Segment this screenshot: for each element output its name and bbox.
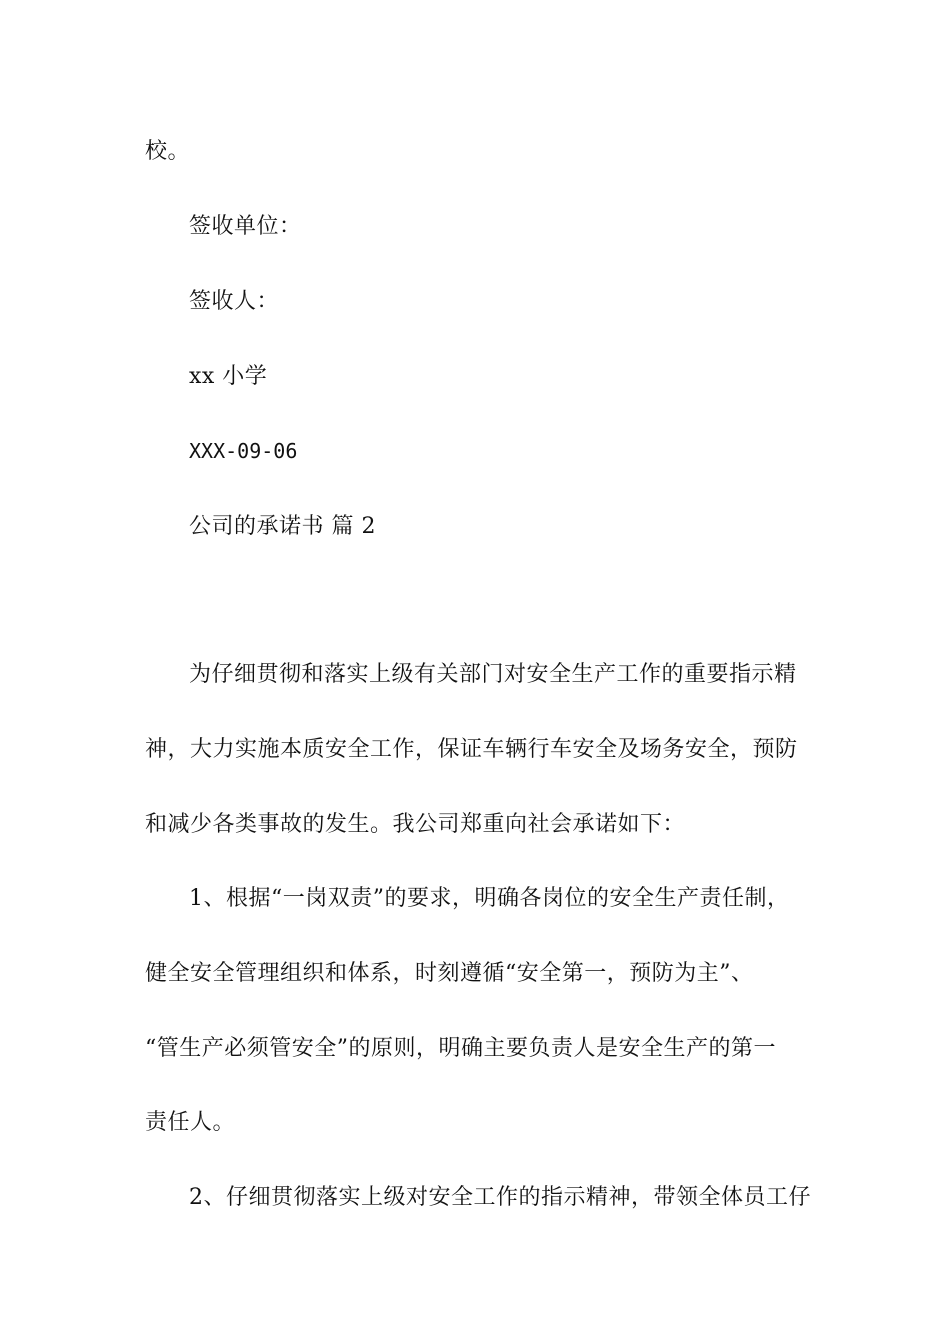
body-line-8: 2、仔细贯彻落实上级对安全工作的指示精神，带领全体员工仔	[189, 1185, 811, 1210]
body-line-1: 为仔细贯彻和落实上级有关部门对安全生产工作的重要指示精	[189, 662, 797, 687]
sign-unit-label: 签收单位：	[189, 214, 302, 239]
body-line-6: “管生产必须管安全”的原则，明确主要负责人是安全生产的第一	[145, 1036, 776, 1061]
date-line: XXX-09-06	[189, 439, 298, 463]
body-line-4: 1、根据“一岗双责”的要求，明确各岗位的安全生产责任制，	[189, 886, 790, 911]
body-line-7: 责任人。	[145, 1110, 236, 1135]
body-line-5: 健全安全管理组织和体系，时刻遵循“安全第一，预防为主”、	[145, 961, 754, 986]
body-line-3: 和减少各类事故的发生。我公司郑重向社会承诺如下：	[145, 812, 686, 837]
body-line-2: 神，大力实施本质安全工作，保证车辆行车安全及场务安全，预防	[145, 737, 798, 762]
paragraph-continuation: 校。	[145, 139, 191, 164]
section-heading: 公司的承诺书 篇 2	[189, 514, 376, 539]
sign-person-label: 签收人：	[189, 289, 280, 314]
school-name: xx 小学	[189, 364, 268, 389]
